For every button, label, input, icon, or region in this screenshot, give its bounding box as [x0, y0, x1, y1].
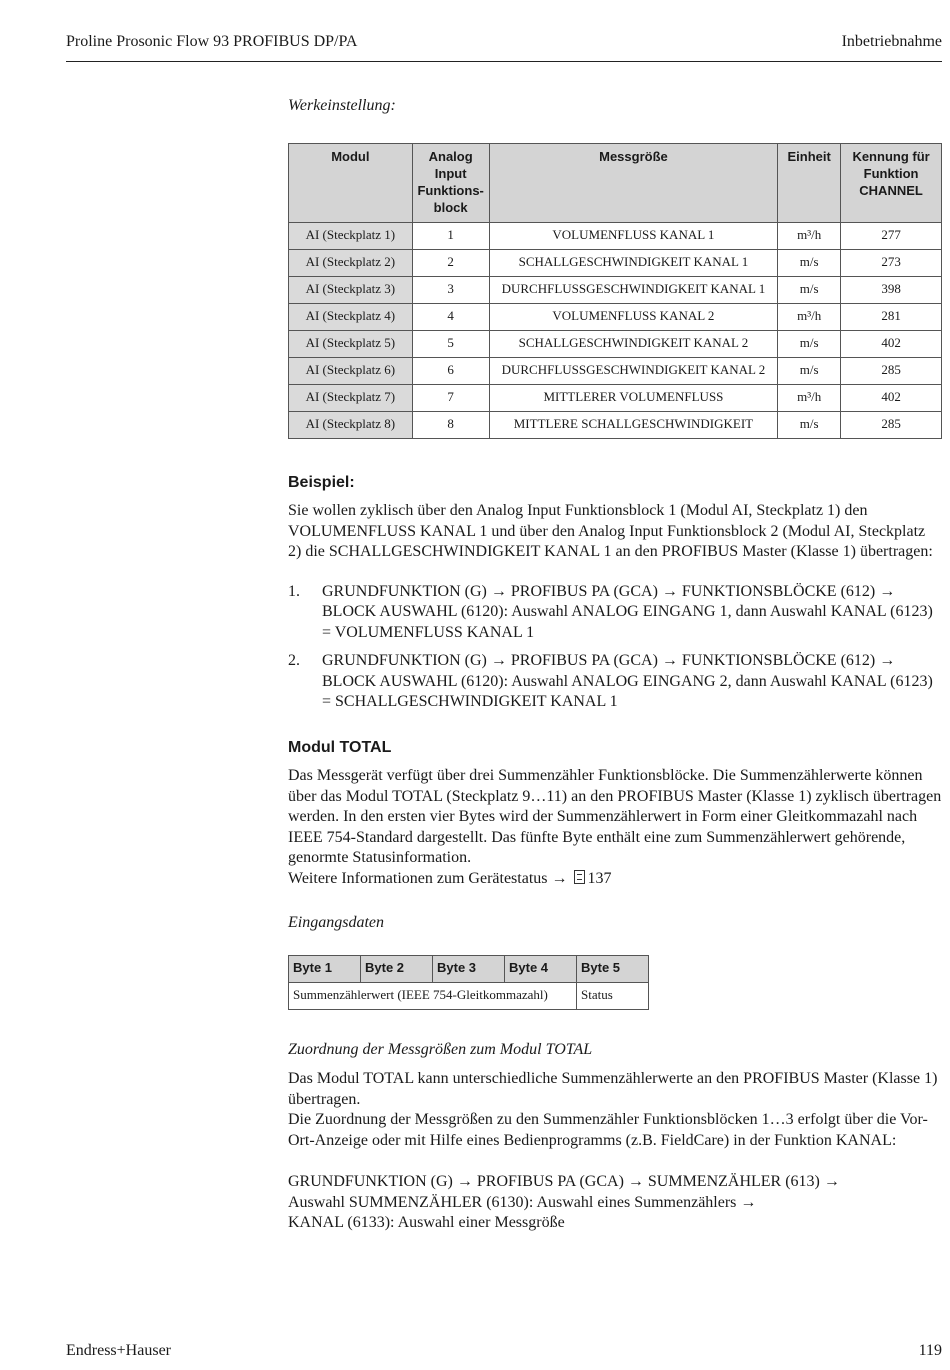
cell-kennung: 398: [841, 276, 942, 303]
step-text: GRUNDFUNKTION (G) → PROFIBUS PA (GCA) → FUNKTIONSBLÖCKE (612) → BLOCK AUSWAHL (6120): Auswahl ANALOG EINGANG 1, dann Auswahl KANAL (6123) = VOLUMENFLUSS KANAL 1: [322, 582, 933, 641]
cell-kennung: 277: [841, 222, 942, 249]
col-kennung: Kennung für Funktion CHANNEL: [841, 143, 942, 222]
col-messgroesse: Messgröße: [489, 143, 778, 222]
cell-status: Status: [577, 982, 649, 1009]
col-einheit: Einheit: [778, 143, 841, 222]
footer-company: Endress+Hauser: [66, 1342, 171, 1359]
zuordnung-heading: Zuordnung der Messgrößen zum Modul TOTAL: [288, 1040, 593, 1058]
cell-block: 3: [412, 276, 489, 303]
col-analog-input: Analog Input Funktions-block: [412, 143, 489, 222]
modul-total-heading: Modul TOTAL: [288, 738, 392, 756]
cell-block: 4: [412, 303, 489, 330]
cell-modul: AI (Steckplatz 3): [289, 276, 413, 303]
modul-total-paragraph: Das Messgerät verfügt über drei Summenzähler Funktionsblöcke. Die Summenzählerwerte können über das Modul TOTAL (Steckplatz 9…11) an den PROFIBUS Master (Klasse 1) zyklisch übertragen werden. In den ersten vier Bytes wird der Summenzählerwert in Form einer Gleitkommazahl nach IEEE 754-Standard dargestellt. Das fünfte Byte enthält eine zum Summenzählerwert gehörende, genormte Statusinformation.: [288, 767, 942, 866]
cell-einheit: m³/h: [778, 384, 841, 411]
table-row: [289, 303, 942, 330]
cell-einheit: m/s: [778, 357, 841, 384]
page-number: 119: [918, 1342, 942, 1359]
cell-kennung: 285: [841, 411, 942, 438]
cell-modul: AI (Steckplatz 6): [289, 357, 413, 384]
cell-modul: AI (Steckplatz 4): [289, 303, 413, 330]
cell-modul: AI (Steckplatz 5): [289, 330, 413, 357]
table-row: [289, 330, 942, 357]
zuordnung-paragraph-2: Die Zuordnung der Messgrößen zu den Summenzähler Funktionsblöcken 1…3 erfolgt über die Vor-Ort-Anzeige oder mit Hilfe eines Bedienprogramms (z.B. FieldCare) in der Funktion KANAL:: [288, 1111, 928, 1149]
table-row: [289, 357, 942, 384]
col-byte-2: Byte 2: [361, 955, 433, 982]
cell-einheit: m/s: [778, 249, 841, 276]
table-row: [289, 982, 649, 1009]
step-text: GRUNDFUNKTION (G) → PROFIBUS PA (GCA) → FUNKTIONSBLÖCKE (612) → BLOCK AUSWAHL (6120): Auswahl ANALOG EINGANG 2, dann Auswahl KANAL (6123) = SCHALLGESCHWINDIGKEIT KANAL 1: [322, 652, 933, 710]
cell-modul: AI (Steckplatz 7): [289, 384, 413, 411]
cell-einheit: m/s: [778, 411, 841, 438]
status-info-reference: [288, 869, 942, 890]
beispiel-heading: Beispiel:: [288, 473, 355, 491]
cell-modul: AI (Steckplatz 2): [289, 249, 413, 276]
input-data-table: [288, 955, 649, 1010]
cell-messgroesse: MITTLERE SCHALLGESCHWINDIGKEIT: [489, 411, 778, 438]
cell-messgroesse: SCHALLGESCHWINDIGKEIT KANAL 2: [489, 330, 778, 357]
list-item: [288, 651, 942, 713]
cell-block: 7: [412, 384, 489, 411]
step-number: 2.: [288, 652, 300, 669]
table-row: [289, 411, 942, 438]
table-header-row: [289, 955, 649, 982]
col-byte-3: Byte 3: [433, 955, 505, 982]
menu-path-line-3: KANAL (6133): Auswahl einer Messgröße: [288, 1214, 565, 1231]
page-header: [66, 30, 942, 62]
cell-kennung: 273: [841, 249, 942, 276]
list-item: [288, 582, 942, 644]
document-page-icon: [574, 870, 585, 884]
cell-summenzaehlerwert: Summenzählerwert (IEEE 754-Gleitkommazahl): [289, 982, 577, 1009]
zuordnung-paragraph-1: Das Modul TOTAL kann unterschiedliche Summenzählerwerte an den PROFIBUS Master (Klasse 1) übertragen.: [288, 1070, 938, 1108]
cell-kennung: 402: [841, 384, 942, 411]
cell-modul: AI (Steckplatz 1): [289, 222, 413, 249]
cell-block: 8: [412, 411, 489, 438]
cell-messgroesse: DURCHFLUSSGESCHWINDIGKEIT KANAL 1: [489, 276, 778, 303]
table-header-row: [289, 143, 942, 222]
table-row: [289, 276, 942, 303]
table-row: [289, 384, 942, 411]
beispiel-steps: [288, 582, 942, 713]
factory-settings-table: [288, 143, 942, 439]
werkeinstellung-heading: Werkeinstellung:: [288, 97, 396, 114]
menu-path-line-1: GRUNDFUNKTION (G) → PROFIBUS PA (GCA) → SUMMENZÄHLER (613) →: [288, 1173, 840, 1190]
cell-block: 2: [412, 249, 489, 276]
page-reference-link[interactable]: 137: [587, 869, 612, 887]
cell-block: 6: [412, 357, 489, 384]
cell-messgroesse: VOLUMENFLUSS KANAL 1: [489, 222, 778, 249]
cell-messgroesse: VOLUMENFLUSS KANAL 2: [489, 303, 778, 330]
col-byte-1: Byte 1: [289, 955, 361, 982]
cell-einheit: m/s: [778, 330, 841, 357]
col-byte-5: Byte 5: [577, 955, 649, 982]
header-section-title: Inbetriebnahme: [841, 33, 942, 50]
step-number: 1.: [288, 582, 300, 600]
page-content: [288, 96, 942, 1234]
cell-modul: AI (Steckplatz 8): [289, 411, 413, 438]
header-product-title: Proline Prosonic Flow 93 PROFIBUS DP/PA: [66, 33, 358, 50]
cell-einheit: m³/h: [778, 222, 841, 249]
cell-messgroesse: DURCHFLUSSGESCHWINDIGKEIT KANAL 2: [489, 357, 778, 384]
cell-messgroesse: MITTLERER VOLUMENFLUSS: [489, 384, 778, 411]
cell-kennung: 285: [841, 357, 942, 384]
col-modul: Modul: [289, 143, 413, 222]
status-info-text: Weitere Informationen zum Gerätestatus →: [288, 869, 568, 887]
cell-einheit: m/s: [778, 276, 841, 303]
cell-messgroesse: SCHALLGESCHWINDIGKEIT KANAL 1: [489, 249, 778, 276]
menu-path-line-2: Auswahl SUMMENZÄHLER (6130): Auswahl eines Summenzählers →: [288, 1193, 757, 1211]
cell-einheit: m³/h: [778, 303, 841, 330]
col-byte-4: Byte 4: [505, 955, 577, 982]
cell-kennung: 281: [841, 303, 942, 330]
cell-kennung: 402: [841, 330, 942, 357]
cell-block: 1: [412, 222, 489, 249]
cell-block: 5: [412, 330, 489, 357]
table-row: [289, 249, 942, 276]
eingangsdaten-heading: Eingangsdaten: [288, 914, 384, 931]
table-row: [289, 222, 942, 249]
beispiel-paragraph: Sie wollen zyklisch über den Analog Input Funktionsblock 1 (Modul AI, Steckplatz 1) den VOLUMENFLUSS KANAL 1 und über den Analog Input Funktionsblock 2 (Modul AI, Steckplatz 2) die SCHALLGESCHWINDIGKEIT KANAL 1 an den PROFIBUS Master (Klasse 1) übertragen:: [288, 502, 933, 560]
